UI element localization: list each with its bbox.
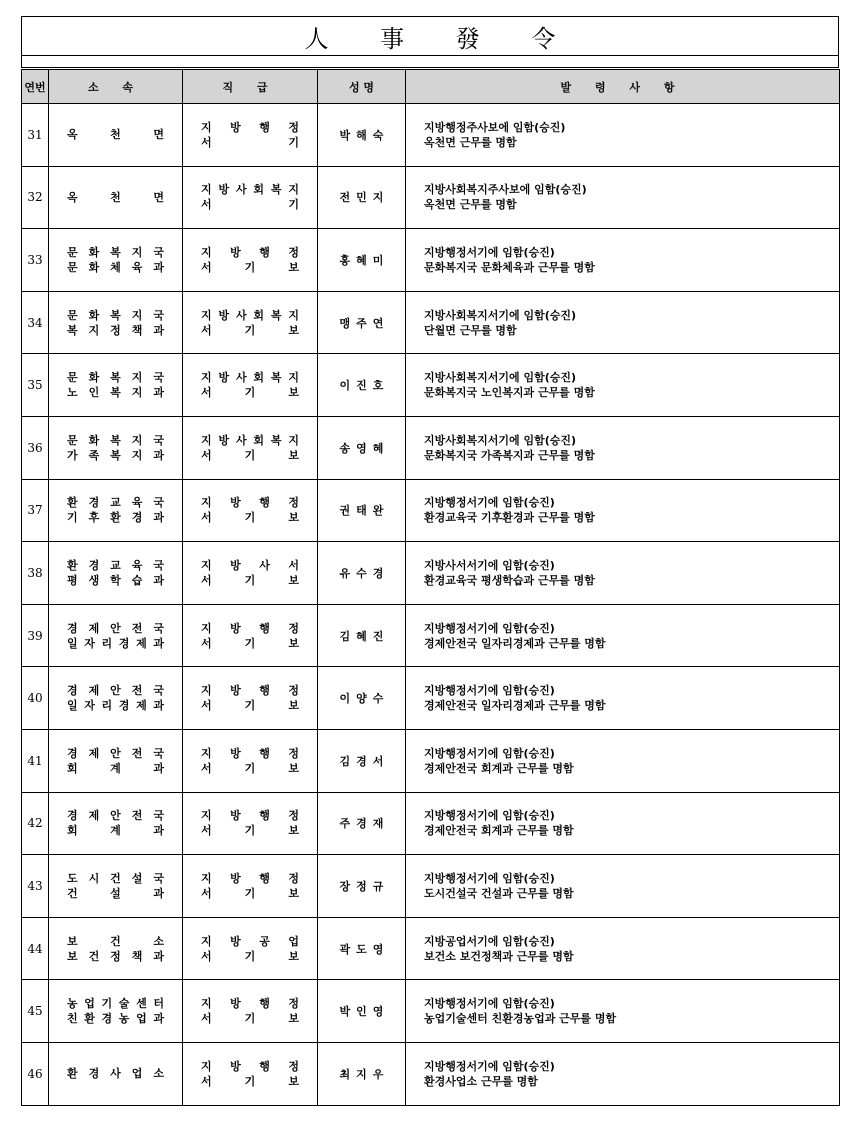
justified-line: 농 업 기 술 센 터	[67, 997, 164, 1011]
detail-line: 지방행정서기에 임함(승진)	[424, 496, 555, 510]
table-row	[22, 542, 840, 605]
justified-line: 서 기 보	[201, 386, 299, 400]
row-number: 40	[22, 667, 49, 730]
detail-line: 지방사회복지서기에 임함(승진)	[424, 433, 577, 447]
name-cell: 박인영	[318, 980, 406, 1043]
justified-line: 지 방 행 정	[201, 809, 299, 823]
justified-line: 지 방 행 정	[201, 245, 299, 259]
unit-cell	[49, 917, 183, 980]
detail-line: 지방사서서기에 임함(승진)	[424, 558, 555, 572]
unit-cell	[49, 729, 183, 792]
grade-cell	[183, 229, 318, 292]
justified-line: 지 방 행 정	[201, 1059, 299, 1073]
grade-cell	[183, 354, 318, 417]
detail-line: 옥천면 근무를 명함	[424, 198, 517, 212]
justified-line: 지 방 행 정	[201, 496, 299, 510]
grade-cell	[183, 542, 318, 605]
justified-line: 서 기 보	[201, 949, 299, 963]
name-cell: 맹주연	[318, 291, 406, 354]
justified-line: 문 화 체 육 과	[67, 260, 164, 274]
grade-cell	[183, 1042, 318, 1105]
document-title-box	[21, 16, 839, 56]
row-number: 38	[22, 542, 49, 605]
justified-line: 평 생 학 습 과	[67, 573, 164, 587]
justified-line: 복 지 정 책 과	[67, 323, 164, 337]
name-cell: 주경재	[318, 792, 406, 855]
detail-line: 지방사회복지주사보에 임함(승진)	[424, 183, 587, 197]
justified-line: 건 설 과	[67, 886, 164, 900]
grade-cell	[183, 792, 318, 855]
unit-cell	[49, 604, 183, 667]
unit-cell	[49, 229, 183, 292]
name-cell: 권태완	[318, 479, 406, 542]
detail-line: 문화복지국 가족복지과 근무를 명함	[424, 448, 595, 462]
header-detail: 발 령 사 항	[406, 70, 840, 104]
row-number: 34	[22, 291, 49, 354]
name-cell: 이양수	[318, 667, 406, 730]
name-cell: 홍혜미	[318, 229, 406, 292]
justified-line: 환 경 교 육 국	[67, 558, 164, 572]
row-number: 43	[22, 855, 49, 918]
detail-line: 경제안전국 회계과 근무를 명함	[424, 761, 574, 775]
name-cell: 유수경	[318, 542, 406, 605]
table-header-row	[22, 70, 840, 104]
justified-line: 도 시 건 설 국	[67, 871, 164, 885]
detail-line: 환경교육국 기후환경과 근무를 명함	[424, 511, 595, 525]
row-number: 39	[22, 604, 49, 667]
justified-line: 서 기 보	[201, 1074, 299, 1088]
justified-line: 환 경 교 육 국	[67, 496, 164, 510]
row-number: 31	[22, 104, 49, 167]
justified-line: 지 방 행 정	[201, 871, 299, 885]
grade-cell	[183, 855, 318, 918]
table-row	[22, 291, 840, 354]
justified-line: 경 제 안 전 국	[67, 746, 164, 760]
detail-cell	[406, 604, 840, 667]
justified-line: 회 계 과	[67, 824, 164, 838]
justified-line: 지 방 행 정	[201, 621, 299, 635]
detail-line: 지방행정서기에 임함(승진)	[424, 809, 555, 823]
detail-cell	[406, 104, 840, 167]
justified-line: 지 방 행 정	[201, 684, 299, 698]
table-row	[22, 229, 840, 292]
detail-cell	[406, 542, 840, 605]
justified-line: 지 방 행 정	[201, 997, 299, 1011]
name-cell: 송영혜	[318, 416, 406, 479]
detail-line: 지방행정서기에 임함(승진)	[424, 997, 555, 1011]
name-cell: 이진호	[318, 354, 406, 417]
row-number: 45	[22, 980, 49, 1043]
grade-cell	[183, 416, 318, 479]
name-cell: 김경서	[318, 729, 406, 792]
justified-line: 서 기	[201, 198, 299, 212]
detail-line: 환경교육국 평생학습과 근무를 명함	[424, 573, 595, 587]
unit-cell	[49, 792, 183, 855]
justified-line: 서 기 보	[201, 1012, 299, 1026]
unit-cell	[49, 1042, 183, 1105]
detail-cell	[406, 729, 840, 792]
justified-line: 서 기 보	[201, 886, 299, 900]
justified-line: 지 방 사 회 복 지	[201, 371, 299, 385]
unit-cell	[49, 667, 183, 730]
detail-line: 문화복지국 문화체육과 근무를 명함	[424, 260, 595, 274]
detail-line: 보건소 보건정책과 근무를 명함	[424, 949, 574, 963]
name-cell: 김혜진	[318, 604, 406, 667]
header-name: 성 명	[318, 70, 406, 104]
justified-line: 문 화 복 지 국	[67, 308, 164, 322]
name-cell: 장정규	[318, 855, 406, 918]
justified-line: 보 건 소	[67, 934, 164, 948]
justified-line: 서 기 보	[201, 260, 299, 274]
table-row	[22, 479, 840, 542]
grade-cell	[183, 667, 318, 730]
detail-cell	[406, 792, 840, 855]
detail-line: 경제안전국 일자리경제과 근무를 명함	[424, 699, 606, 713]
justified-line: 지 방 행 정	[201, 120, 299, 134]
detail-line: 농업기술센터 친환경농업과 근무를 명함	[424, 1012, 617, 1026]
justified-line: 지 방 사 회 복 지	[201, 308, 299, 322]
grade-cell	[183, 166, 318, 229]
grade-cell	[183, 104, 318, 167]
detail-line: 지방행정서기에 임함(승진)	[424, 746, 555, 760]
header-grade: 직 급	[183, 70, 318, 104]
name-cell: 전민지	[318, 166, 406, 229]
name-cell: 최지우	[318, 1042, 406, 1105]
detail-line: 경제안전국 회계과 근무를 명함	[424, 824, 574, 838]
row-number: 36	[22, 416, 49, 479]
table-row	[22, 729, 840, 792]
detail-cell	[406, 416, 840, 479]
justified-line: 서 기 보	[201, 323, 299, 337]
justified-line: 서 기 보	[201, 761, 299, 775]
document-title: 人 事 發 令	[304, 24, 578, 53]
table-row	[22, 792, 840, 855]
detail-cell	[406, 667, 840, 730]
header-unit: 소 속	[49, 70, 183, 104]
justified-line: 지 방 사 서	[201, 558, 299, 572]
grade-cell	[183, 479, 318, 542]
detail-line: 문화복지국 노인복지과 근무를 명함	[424, 386, 595, 400]
detail-line: 지방행정서기에 임함(승진)	[424, 1059, 555, 1073]
unit-cell	[49, 542, 183, 605]
unit-cell	[49, 291, 183, 354]
justified-line: 일 자 리 경 제 과	[67, 636, 164, 650]
row-number: 32	[22, 166, 49, 229]
name-cell: 박해숙	[318, 104, 406, 167]
justified-line: 옥 천 면	[67, 190, 164, 204]
justified-line: 지 방 사 회 복 지	[201, 433, 299, 447]
row-number: 35	[22, 354, 49, 417]
justified-line: 경 제 안 전 국	[67, 684, 164, 698]
name-cell: 곽도영	[318, 917, 406, 980]
detail-line: 환경사업소 근무를 명함	[424, 1074, 538, 1088]
detail-line: 지방사회복지서기에 임함(승진)	[424, 371, 577, 385]
detail-line: 지방사회복지서기에 임함(승진)	[424, 308, 577, 322]
detail-cell	[406, 917, 840, 980]
justified-line: 서 기 보	[201, 699, 299, 713]
justified-line: 환 경 사 업 소	[67, 1067, 164, 1081]
detail-cell	[406, 980, 840, 1043]
detail-cell	[406, 291, 840, 354]
grade-cell	[183, 291, 318, 354]
justified-line: 회 계 과	[67, 761, 164, 775]
grade-cell	[183, 917, 318, 980]
detail-line: 단월면 근무를 명함	[424, 323, 517, 337]
detail-cell	[406, 479, 840, 542]
justified-line: 서 기 보	[201, 824, 299, 838]
justified-line: 옥 천 면	[67, 128, 164, 142]
justified-line: 친 환 경 농 업 과	[67, 1012, 164, 1026]
justified-line: 문 화 복 지 국	[67, 433, 164, 447]
row-number: 42	[22, 792, 49, 855]
justified-line: 지 방 행 정	[201, 746, 299, 760]
justified-line: 서 기 보	[201, 636, 299, 650]
table-row	[22, 416, 840, 479]
row-number: 41	[22, 729, 49, 792]
detail-line: 지방행정서기에 임함(승진)	[424, 621, 555, 635]
unit-cell	[49, 166, 183, 229]
justified-line: 지 방 사 회 복 지	[201, 183, 299, 197]
justified-line: 경 제 안 전 국	[67, 809, 164, 823]
grade-cell	[183, 980, 318, 1043]
justified-line: 기 후 환 경 과	[67, 511, 164, 525]
table-row	[22, 166, 840, 229]
detail-line: 경제안전국 일자리경제과 근무를 명함	[424, 636, 606, 650]
justified-line: 서 기 보	[201, 511, 299, 525]
justified-line: 일 자 리 경 제 과	[67, 699, 164, 713]
justified-line: 서 기 보	[201, 448, 299, 462]
justified-line: 문 화 복 지 국	[67, 245, 164, 259]
table-row	[22, 667, 840, 730]
detail-line: 도시건설국 건설과 근무를 명함	[424, 886, 574, 900]
detail-cell	[406, 166, 840, 229]
table-row	[22, 104, 840, 167]
detail-line: 지방행정주사보에 임함(승진)	[424, 120, 566, 134]
detail-line: 지방행정서기에 임함(승진)	[424, 684, 555, 698]
justified-line: 문 화 복 지 국	[67, 371, 164, 385]
detail-line: 지방공업서기에 임함(승진)	[424, 934, 555, 948]
detail-cell	[406, 855, 840, 918]
justified-line: 노 인 복 지 과	[67, 386, 164, 400]
title-gap	[21, 56, 839, 68]
table-row	[22, 354, 840, 417]
justified-line: 경 제 안 전 국	[67, 621, 164, 635]
grade-cell	[183, 604, 318, 667]
justified-line: 지 방 공 업	[201, 934, 299, 948]
justified-line: 가 족 복 지 과	[67, 448, 164, 462]
row-number: 33	[22, 229, 49, 292]
table-body	[22, 104, 840, 1106]
table-row	[22, 1042, 840, 1105]
grade-cell	[183, 729, 318, 792]
justified-line: 서 기	[201, 135, 299, 149]
table-row	[22, 980, 840, 1043]
unit-cell	[49, 354, 183, 417]
table-row	[22, 604, 840, 667]
unit-cell	[49, 479, 183, 542]
detail-cell	[406, 1042, 840, 1105]
row-number: 37	[22, 479, 49, 542]
table-row	[22, 917, 840, 980]
detail-line: 지방행정서기에 임함(승진)	[424, 871, 555, 885]
justified-line: 서 기 보	[201, 573, 299, 587]
unit-cell	[49, 980, 183, 1043]
unit-cell	[49, 855, 183, 918]
detail-line: 옥천면 근무를 명함	[424, 135, 517, 149]
justified-line: 보 건 정 책 과	[67, 949, 164, 963]
unit-cell	[49, 416, 183, 479]
detail-cell	[406, 229, 840, 292]
detail-line: 지방행정서기에 임함(승진)	[424, 245, 555, 259]
header-no: 연번	[22, 70, 49, 104]
unit-cell	[49, 104, 183, 167]
personnel-table	[21, 69, 840, 1106]
row-number: 46	[22, 1042, 49, 1105]
detail-cell	[406, 354, 840, 417]
row-number: 44	[22, 917, 49, 980]
table-row	[22, 855, 840, 918]
